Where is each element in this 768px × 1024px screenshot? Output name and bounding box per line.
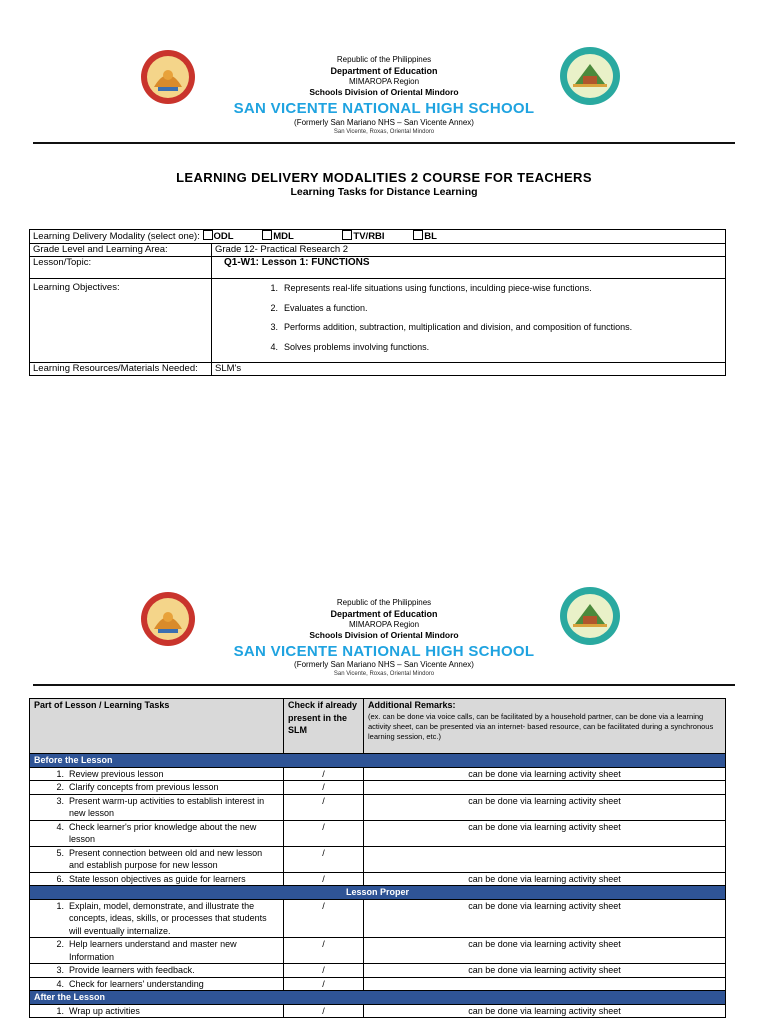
section-after: After the Lesson	[30, 991, 726, 1005]
remark-cell: can be done via learning activity sheet	[364, 794, 726, 820]
former-name: (Formerly San Mariano NHS – San Vicente Annex)	[294, 660, 474, 669]
objectives-cell	[212, 279, 726, 363]
option-tv-rbi: TV/RBI	[353, 231, 385, 242]
school-address: San Vicente, Roxas, Oriental Mindoro	[333, 671, 435, 677]
section-lesson-proper: Lesson Proper	[30, 886, 726, 900]
table-row: 4. Check for learners' understanding /	[30, 977, 726, 991]
checkbox-odl[interactable]	[203, 230, 213, 240]
modality-label: Learning Delivery Modality (select one):	[33, 231, 200, 242]
check-mark: /	[284, 820, 364, 846]
check-mark: /	[284, 899, 364, 938]
check-mark: /	[284, 794, 364, 820]
resources-label: Learning Resources/Materials Needed:	[30, 363, 212, 376]
course-title: LEARNING DELIVERY MODALITIES 2 COURSE FOR TEACHERS	[176, 170, 592, 185]
table-row: 2. Help learners understand and master new Information / can be done via learning activity sheet	[30, 938, 726, 964]
lesson-value: Lesson 1: FUNCTIONS	[261, 257, 370, 268]
option-bl: BL	[424, 231, 437, 242]
lesson-info-table	[29, 229, 726, 376]
option-mdl: MDL	[273, 231, 294, 242]
lesson-code: Q1-W1:	[224, 257, 259, 268]
deped-seal-left	[140, 49, 196, 105]
modality-row	[30, 230, 726, 244]
remark-cell: can be done via learning activity sheet	[364, 767, 726, 781]
grade-value: Grade 12- Practical Research 2	[212, 244, 726, 257]
objective-item: 1. Represents real-life situations using functions, inculding piece-wise functions.	[270, 283, 592, 293]
school-seal-right	[559, 46, 621, 106]
check-mark: /	[284, 977, 364, 991]
department-text: Department of Education	[330, 65, 438, 76]
check-mark: /	[284, 781, 364, 795]
school-address: San Vicente, Roxas, Oriental Mindoro	[333, 129, 435, 135]
former-name: (Formerly San Mariano NHS – San Vicente Annex)	[294, 118, 474, 127]
table-row: 1. Review previous lesson / can be done via learning activity sheet	[30, 767, 726, 781]
division-text: Schools Division of Oriental Mindoro	[309, 630, 459, 640]
col-tasks-header: Part of Lesson / Learning Tasks	[30, 699, 284, 754]
remark-cell: can be done via learning activity sheet	[364, 938, 726, 964]
table-row: 5. Present connection between old and new lesson and establish purpose for new lesson /	[30, 846, 726, 872]
remark-cell: can be done via learning activity sheet	[364, 820, 726, 846]
table-row: 6. State lesson objectives as guide for learners / can be done via learning activity sheet	[30, 872, 726, 886]
header-divider-2	[33, 684, 735, 686]
lesson-value-cell	[212, 257, 726, 279]
check-mark: /	[284, 767, 364, 781]
remark-cell: can be done via learning activity sheet	[364, 964, 726, 978]
check-mark: /	[284, 964, 364, 978]
check-mark: /	[284, 846, 364, 872]
grade-label: Grade Level and Learning Area:	[30, 244, 212, 257]
remarks-title: Additional Remarks:	[368, 700, 456, 710]
republic-text: Republic of the Philippines	[336, 55, 432, 64]
school-seal-right-2	[559, 586, 621, 646]
remark-cell	[364, 977, 726, 991]
lesson-label: Lesson/Topic:	[30, 257, 212, 279]
check-mark: /	[284, 938, 364, 964]
deped-seal-left-2	[140, 591, 196, 647]
header-divider	[33, 142, 735, 144]
resources-value: SLM's	[212, 363, 726, 376]
checkbox-bl[interactable]	[413, 230, 423, 240]
region-text: MIMAROPA Region	[348, 619, 420, 629]
department-text: Department of Education	[330, 608, 438, 619]
section-before: Before the Lesson	[30, 754, 726, 768]
table-row: 1. Explain, model, demonstrate, and illustrate the concepts, ideas, skills, or processes that students will eventually internalize. / can be done via learning activity sheet	[30, 899, 726, 938]
remark-cell: can be done via learning activity sheet	[364, 899, 726, 938]
table-row: 3. Present warm-up activities to establish interest in new lesson / can be done via learning activity sheet	[30, 794, 726, 820]
school-name: SAN VICENTE NATIONAL HIGH SCHOOL	[233, 100, 535, 117]
check-mark: /	[284, 1004, 364, 1018]
table-row: 3. Provide learners with feedback. / can be done via learning activity sheet	[30, 964, 726, 978]
region-text: MIMAROPA Region	[348, 76, 420, 86]
table-row: 4. Check learner's prior knowledge about the new lesson / can be done via learning activity sheet	[30, 820, 726, 846]
remark-cell	[364, 781, 726, 795]
learning-tasks-table	[29, 698, 726, 1018]
remark-cell: can be done via learning activity sheet	[364, 872, 726, 886]
school-name: SAN VICENTE NATIONAL HIGH SCHOOL	[233, 643, 535, 660]
table-row: 1. Wrap up activities / can be done via learning activity sheet	[30, 1004, 726, 1018]
col-remarks-header	[364, 699, 726, 754]
table-row: 2. Clarify concepts from previous lesson /	[30, 781, 726, 795]
objective-item: 3. Performs addition, subtraction, multiplication and division, and composition of functions.	[270, 322, 633, 332]
republic-text: Republic of the Philippines	[336, 598, 432, 607]
remarks-note: (ex. can be done via voice calls, can be facilitated by a household partner, can be done via a learning activity sheet, can be presented via an internet- based resource, can be facilitated during a synchronous learning session, etc.)	[368, 711, 714, 741]
objective-item: 4. Solves problems involving functions.	[270, 341, 430, 352]
checkbox-tv-rbi[interactable]	[342, 230, 352, 240]
option-odl: ODL	[213, 231, 234, 242]
checkbox-mdl[interactable]	[262, 230, 272, 240]
objectives-label: Learning Objectives:	[30, 279, 212, 363]
col-check-header: Check if already present in the SLM	[284, 699, 364, 754]
division-text: Schools Division of Oriental Mindoro	[309, 87, 459, 97]
check-mark: /	[284, 872, 364, 886]
remark-cell	[364, 846, 726, 872]
objective-item: 2. Evaluates a function.	[270, 302, 368, 313]
remark-cell: can be done via learning activity sheet	[364, 1004, 726, 1018]
objectives-list	[260, 279, 722, 357]
course-subtitle: Learning Tasks for Distance Learning	[290, 186, 478, 198]
